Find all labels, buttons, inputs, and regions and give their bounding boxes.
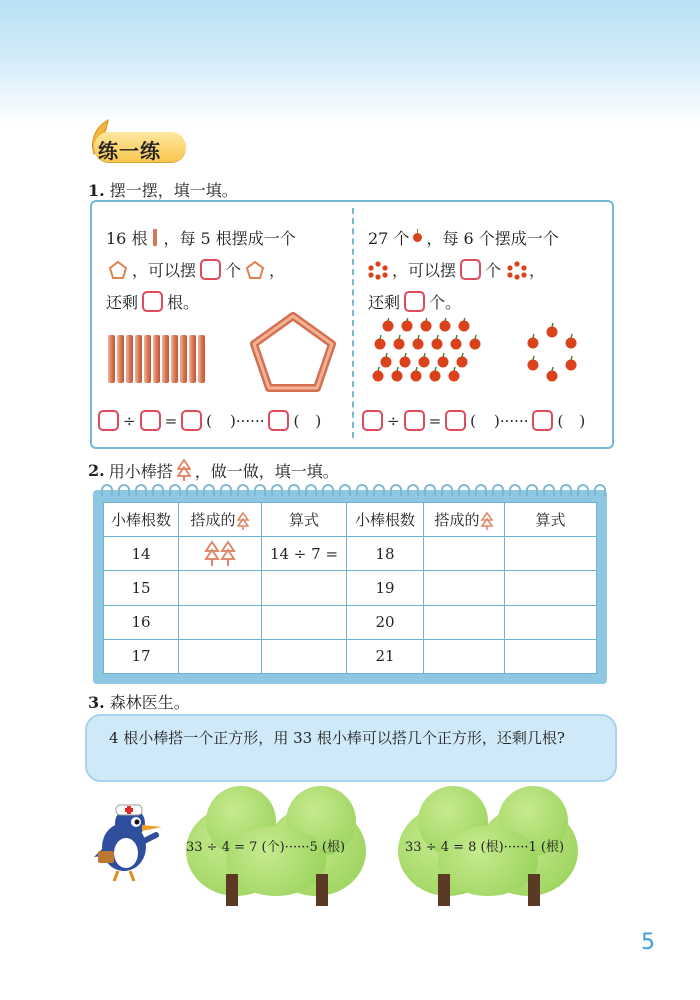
right-line-1a: 27 个: [368, 229, 410, 248]
answer-box[interactable]: [181, 410, 202, 431]
apple-stem: [399, 335, 400, 339]
apple: [566, 360, 577, 371]
apple-ring-icon: [505, 260, 529, 280]
apples-illustration: [372, 318, 602, 398]
notebook-ring: [526, 484, 538, 496]
left-line-2b: 个: [225, 261, 242, 280]
apple: [421, 321, 432, 332]
answer-box[interactable]: [142, 291, 163, 312]
header-stick-count: 小棒根数: [104, 503, 179, 537]
exercise-2-table: [103, 502, 597, 674]
paren-open: (: [557, 411, 564, 430]
cell-shapes-2[interactable]: [424, 639, 505, 673]
notebook-ring: [271, 484, 283, 496]
apple-stem: [571, 356, 572, 360]
answer-box[interactable]: [460, 259, 481, 280]
apple: [383, 321, 394, 332]
notebook-ring: [373, 484, 385, 496]
header-expression-2: 算式: [505, 503, 597, 537]
apple-stem: [424, 353, 425, 357]
apple-stem: [475, 335, 476, 339]
apple-stem: [397, 367, 398, 371]
notebook-ring: [339, 484, 351, 496]
apple-stem: [464, 318, 465, 321]
cell-expression[interactable]: [262, 605, 347, 639]
remainder-dots: ······: [499, 411, 529, 430]
tree-trunk: [528, 874, 540, 906]
cell-count-2: 20: [347, 605, 424, 639]
tree-trunk: [316, 874, 328, 906]
page-top-band: [0, 0, 700, 125]
left-line-3a: 还剩: [106, 293, 139, 312]
answer-box[interactable]: [200, 259, 221, 280]
apple: [430, 371, 441, 382]
left-line-3b: 根。: [167, 293, 200, 312]
cell-count: 16: [104, 605, 179, 639]
apple-stem: [435, 367, 436, 371]
right-line-2a: ，可以摆: [392, 261, 457, 280]
cell-expression-2[interactable]: [505, 537, 597, 571]
notebook-ring: [509, 484, 521, 496]
answer-box[interactable]: [404, 410, 425, 431]
tree-trunk: [226, 874, 238, 906]
stick-icon: [153, 229, 157, 246]
apple: [402, 321, 413, 332]
cell-expression-2[interactable]: [505, 571, 597, 605]
answer-box[interactable]: [268, 410, 289, 431]
left-formula-row: [94, 410, 321, 431]
question-3-title: [88, 690, 190, 713]
apple: [457, 357, 468, 368]
apple-stem: [552, 367, 553, 371]
apple-stem: [386, 353, 387, 357]
apple-stem: [533, 356, 534, 360]
apple-stem: [454, 367, 455, 371]
paren-open: (: [470, 411, 477, 430]
table-row: [104, 537, 597, 571]
answer-box[interactable]: [362, 410, 383, 431]
notebook-ring: [424, 484, 436, 496]
right-line-3b: 个。: [429, 293, 462, 312]
paren-open: (: [206, 411, 213, 430]
pentagon-icon: [108, 260, 128, 280]
apple-stem: [571, 334, 572, 338]
card-divider: [352, 208, 354, 438]
question-3-number: 3.: [88, 693, 105, 712]
header-shapes-2: [424, 503, 505, 537]
question-2-title: [88, 458, 339, 482]
apple-stem: [407, 318, 408, 321]
notebook-ring: [169, 484, 181, 496]
cell-count: 15: [104, 571, 179, 605]
question-2-text-a: 用小棒搭: [108, 461, 173, 481]
cell-shapes[interactable]: [179, 605, 262, 639]
cell-shapes[interactable]: [179, 571, 262, 605]
exercise-2-notebook: [93, 490, 607, 684]
notebook-ring: [390, 484, 402, 496]
header-shapes-label-2: 搭成的: [434, 510, 480, 529]
header-expression: 算式: [262, 503, 347, 537]
apple: [392, 371, 403, 382]
apple: [419, 357, 430, 368]
apple: [470, 339, 481, 350]
notebook-ring: [441, 484, 453, 496]
notebook-ring: [305, 484, 317, 496]
apple-stem: [380, 335, 381, 339]
equals-sign: =: [428, 411, 442, 430]
cell-expression-2[interactable]: [505, 605, 597, 639]
apple: [432, 339, 443, 350]
cell-shapes-2[interactable]: [424, 537, 505, 571]
cell-expression[interactable]: [262, 639, 347, 673]
divide-sign: ÷: [123, 411, 136, 430]
notebook-ring: [458, 484, 470, 496]
right-line-2: ，可以摆 个 ，: [366, 258, 545, 281]
cell-shapes-2[interactable]: [424, 571, 505, 605]
apple: [566, 338, 577, 349]
apple-stem: [418, 335, 419, 339]
notebook-ring: [101, 484, 113, 496]
equals-sign: =: [164, 411, 178, 430]
left-line-3: [106, 290, 199, 313]
question-1-number: 1.: [88, 181, 105, 200]
right-line-2b: 个: [485, 261, 502, 280]
apple: [438, 357, 449, 368]
apple-stem: [533, 334, 534, 338]
woodpecker-doctor-illustration: [84, 795, 174, 885]
left-line-2a: ，可以摆: [132, 261, 197, 280]
apple: [449, 371, 460, 382]
stick-tree-icon: [480, 511, 494, 531]
cell-expression[interactable]: 14 ÷ 7 =: [262, 537, 347, 571]
answer-box[interactable]: [404, 291, 425, 312]
notebook-ring: [492, 484, 504, 496]
notebook-ring: [254, 484, 266, 496]
right-line-1: [368, 226, 559, 249]
table-row: [104, 639, 597, 673]
apple-stem: [416, 367, 417, 371]
answer-box[interactable]: [140, 410, 161, 431]
apple: [394, 339, 405, 350]
notebook-ring: [356, 484, 368, 496]
apple-stem: [552, 323, 553, 327]
remainder-dots: ······: [235, 411, 265, 430]
apple: [411, 371, 422, 382]
apple: [459, 321, 470, 332]
apple: [451, 339, 462, 350]
apple-stem: [445, 318, 446, 321]
table-row: [104, 571, 597, 605]
right-line-3a: 还剩: [368, 293, 401, 312]
notebook-ring: [577, 484, 589, 496]
two-stick-trees-icon: [203, 540, 237, 568]
answer-box[interactable]: [445, 410, 466, 431]
answer-1-text: 33 ÷ 4 = 7 (个)······5 (根): [186, 840, 346, 855]
question-2-number: 2.: [88, 460, 105, 480]
apple-stem: [443, 353, 444, 357]
right-line-3: [368, 290, 461, 313]
question-1-text: 摆一摆，填一填。: [109, 181, 238, 200]
question-3-box: [85, 714, 617, 782]
answer-box[interactable]: [98, 410, 119, 431]
page-number: 5: [641, 930, 655, 955]
apple-stem: [456, 335, 457, 339]
section-title: 练一练: [98, 139, 161, 163]
left-line-1: [106, 226, 296, 249]
question-3-text: 森林医生。: [109, 693, 190, 712]
apple: [400, 357, 411, 368]
apple: [381, 357, 392, 368]
apple-stem: [426, 318, 427, 321]
notebook-ring: [186, 484, 198, 496]
paren-close: ): [494, 411, 500, 430]
pentagon-icon: [245, 260, 265, 280]
right-line-1b: ，每 6 个摆成一个: [426, 229, 559, 248]
question-3-problem: 4 根小棒搭一个正方形，用 33 根小棒可以搭几个正方形，还剩几根?: [109, 729, 565, 747]
cell-expression[interactable]: [262, 571, 347, 605]
apple: [413, 339, 424, 350]
left-line-1b: ，每 5 根摆成一个: [163, 229, 296, 248]
apple: [440, 321, 451, 332]
left-line-2: ，可以摆 个 ，: [104, 258, 285, 281]
cell-shapes: [179, 537, 262, 571]
notebook-ring: [152, 484, 164, 496]
cell-expression-2[interactable]: [505, 639, 597, 673]
notebook-ring: [118, 484, 130, 496]
paren-open: (: [293, 411, 300, 430]
question-2-text-b: ，做一做，填一填。: [194, 461, 339, 481]
notebook-ring: [220, 484, 232, 496]
apple-stem: [405, 353, 406, 357]
apple: [373, 371, 384, 382]
apple: [527, 338, 538, 349]
header-stick-count-2: 小棒根数: [347, 503, 424, 537]
paren-close: ): [315, 411, 322, 430]
apple-stem: [388, 318, 389, 321]
table-header-row: [104, 503, 597, 537]
notebook-ring: [475, 484, 487, 496]
divide-sign: ÷: [387, 411, 400, 430]
notebook-ring: [237, 484, 249, 496]
cell-count: 17: [104, 639, 179, 673]
header-shapes-label: 搭成的: [190, 510, 236, 529]
notebook-ring: [543, 484, 555, 496]
apple: [547, 327, 558, 338]
header-shapes: [179, 503, 262, 537]
apple: [527, 360, 538, 371]
section-header: [84, 118, 188, 170]
stick-bundle-illustration: [108, 335, 210, 383]
cell-shapes-2[interactable]: [424, 605, 505, 639]
cell-shapes[interactable]: [179, 639, 262, 673]
apple-stem: [462, 353, 463, 357]
question-1-title: [88, 178, 238, 201]
cell-count-2: 19: [347, 571, 424, 605]
cell-count-2: 18: [347, 537, 424, 571]
notebook-ring: [407, 484, 419, 496]
tree-trunk: [438, 874, 450, 906]
notebook-ring: [322, 484, 334, 496]
apple: [375, 339, 386, 350]
table-row: [104, 605, 597, 639]
stick-pentagon-illustration: [248, 310, 338, 395]
notebook-ring: [203, 484, 215, 496]
cell-count: 14: [104, 537, 179, 571]
answer-box[interactable]: [532, 410, 553, 431]
notebook-ring: [594, 484, 606, 496]
stick-tree-icon: [236, 511, 250, 531]
apple-stem: [378, 367, 379, 371]
paren-close: ): [230, 411, 236, 430]
right-formula-row: [358, 410, 585, 431]
stick-tree-icon: [175, 458, 193, 482]
paren-close: ): [579, 411, 586, 430]
apple: [547, 371, 558, 382]
apple-icon: [413, 233, 422, 242]
notebook-ring: [288, 484, 300, 496]
apple-ring-icon: [366, 260, 390, 280]
notebook-ring: [560, 484, 572, 496]
notebook-ring: [135, 484, 147, 496]
cell-count-2: 21: [347, 639, 424, 673]
left-line-1a: 16 根: [106, 229, 148, 248]
answer-2-text: 33 ÷ 4 = 8 (根)······1 (根): [405, 840, 565, 855]
apple-stem: [437, 335, 438, 339]
